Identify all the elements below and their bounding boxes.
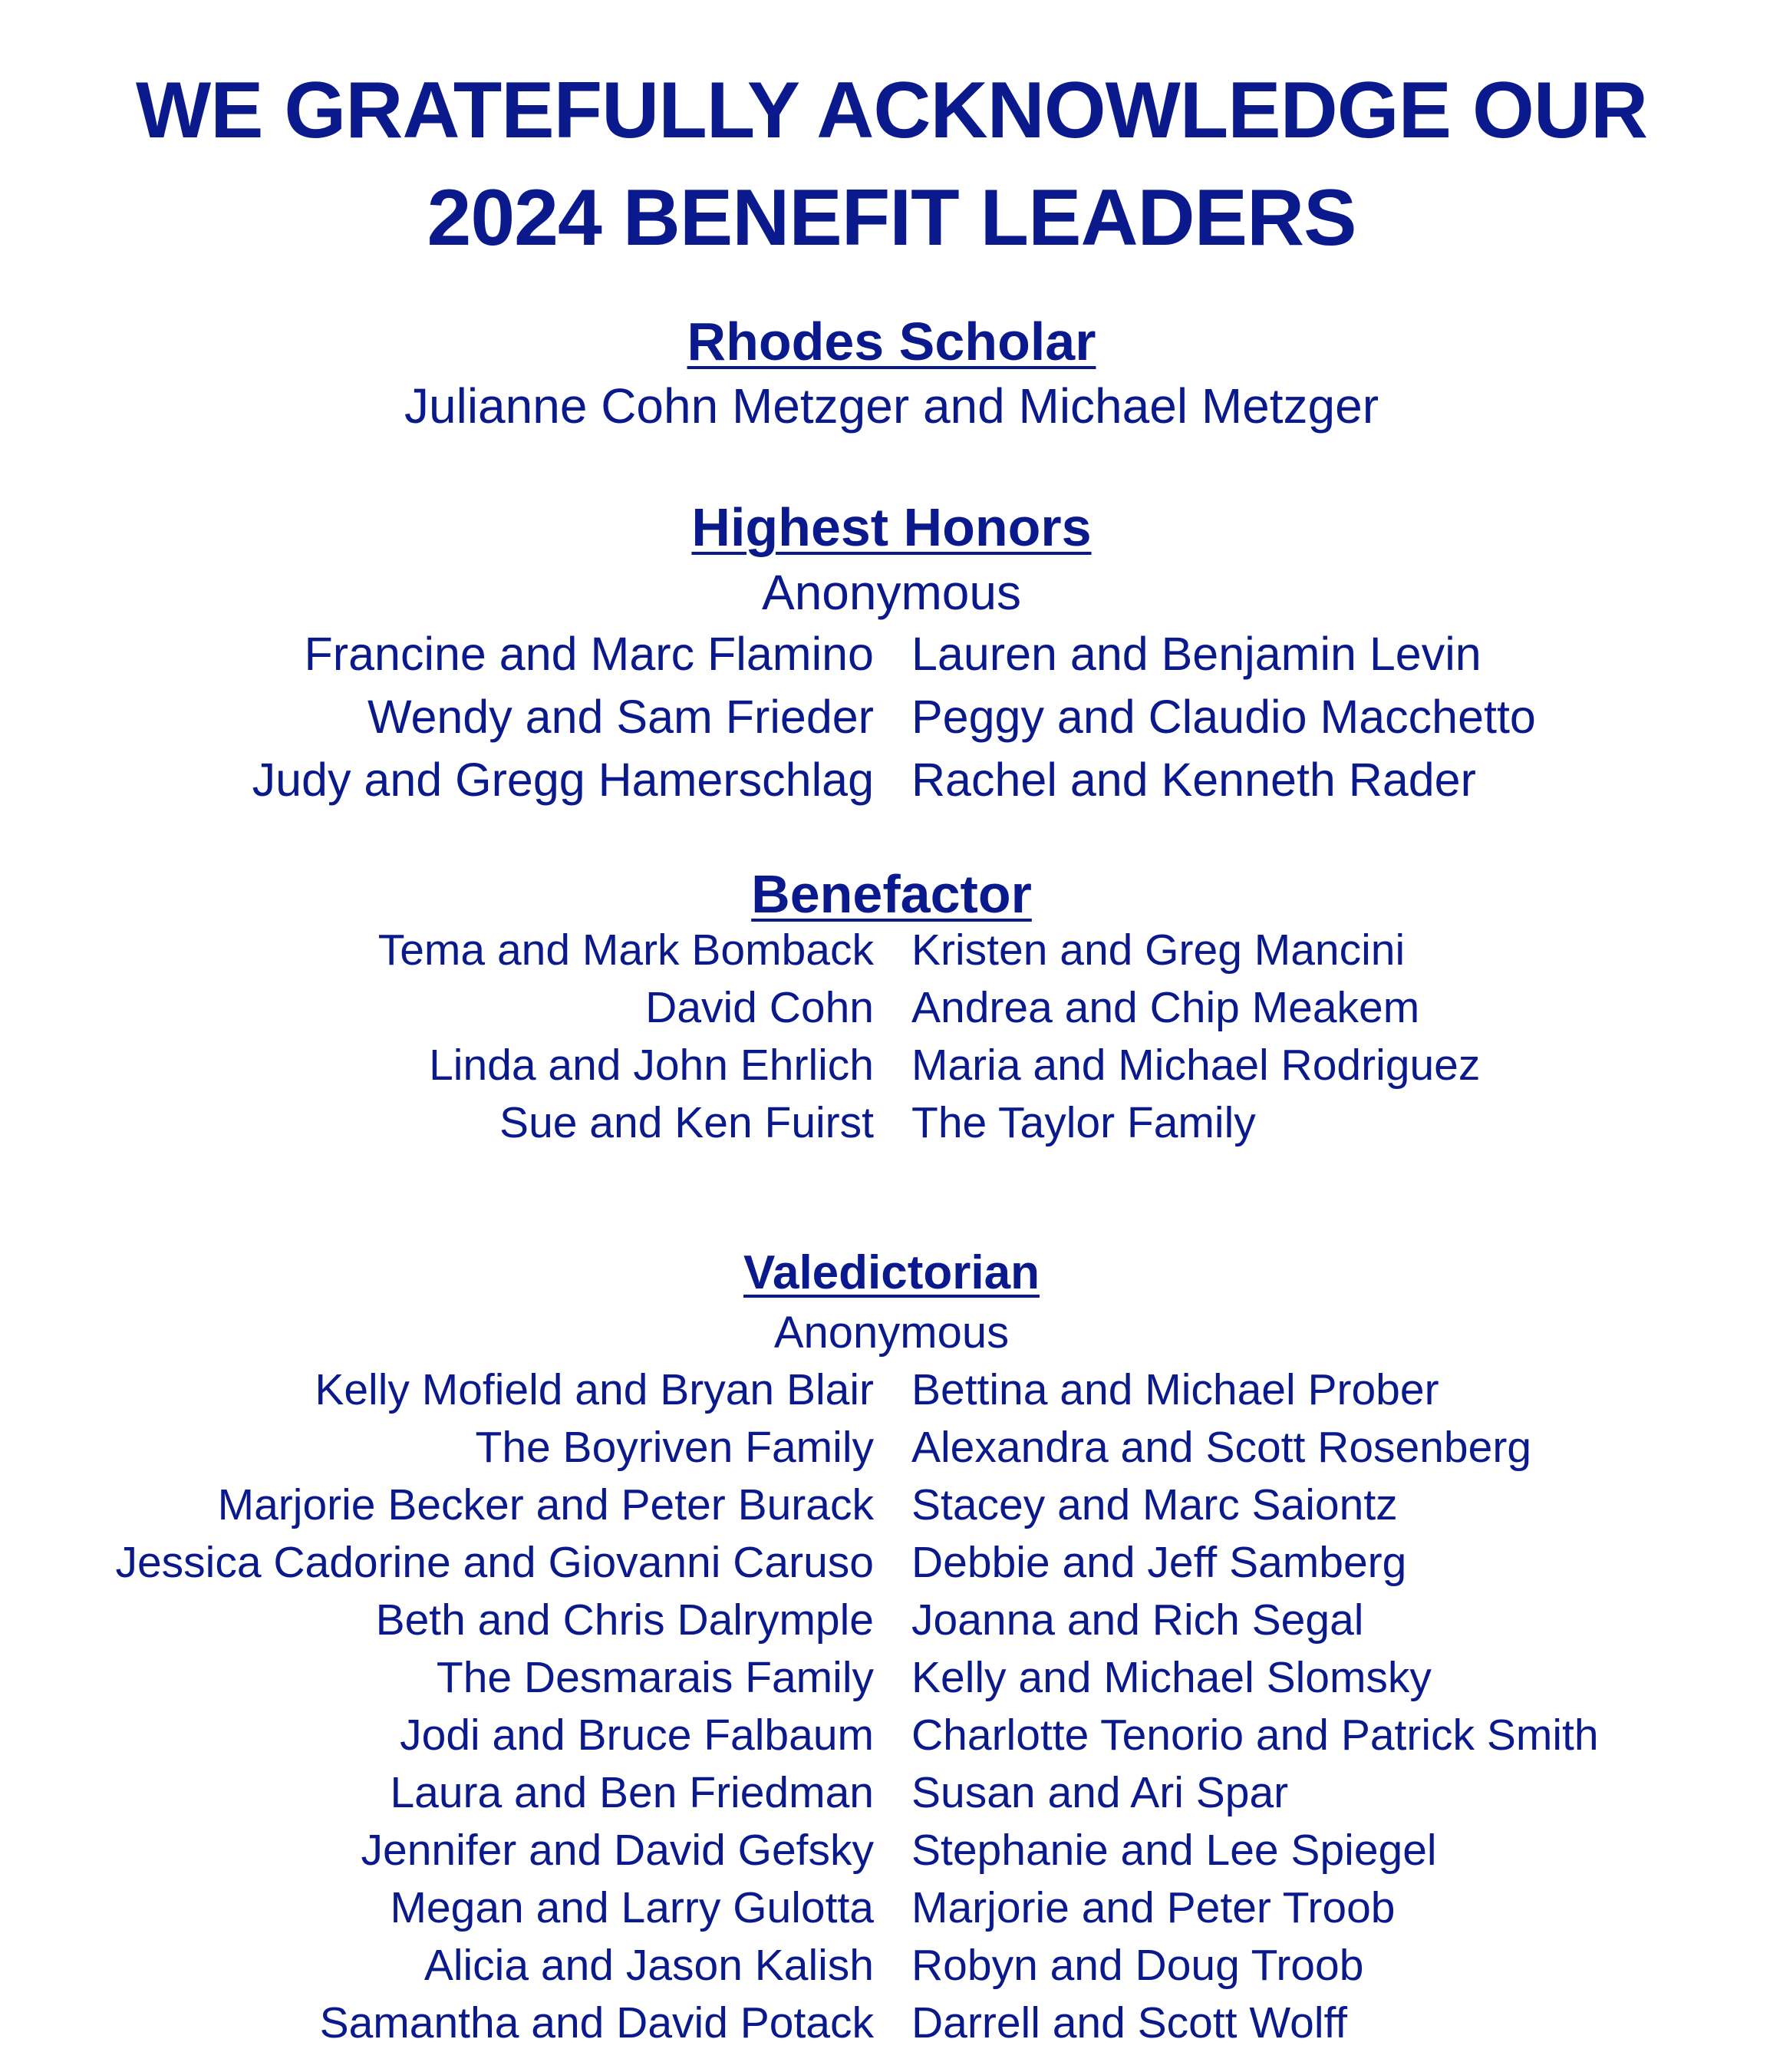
valedictorian-left-name: Beth and Chris Dalrymple — [375, 1595, 874, 1645]
valedictorian-anonymous: Anonymous — [773, 1308, 1010, 1358]
valedictorian-left-name: Jodi and Bruce Falbaum — [400, 1711, 874, 1760]
valedictorian-left-name: Kelly Mofield and Bryan Blair — [315, 1365, 874, 1414]
highest-right-name: Peggy and Claudio Macchetto — [911, 691, 1536, 743]
benefactor-left-name: David Cohn — [645, 983, 874, 1032]
benefactor-right-name: Andrea and Chip Meakem — [911, 983, 1420, 1032]
rhodes-name: Julianne Cohn Metzger and Michael Metzger — [404, 378, 1379, 434]
valedictorian-right-name: Robyn and Doug Troob — [911, 1941, 1364, 1990]
valedictorian-right-name: Debbie and Jeff Samberg — [911, 1538, 1407, 1587]
valedictorian-right-name: Charlotte Tenorio and Patrick Smith — [911, 1711, 1599, 1760]
valedictorian-left-name: Marjorie Becker and Peter Burack — [217, 1480, 874, 1529]
valedictorian-left-name: Jessica Cadorine and Giovanni Caruso — [115, 1538, 874, 1587]
valedictorian-left-name: Samantha and David Potack — [319, 1998, 874, 2047]
valedictorian-left-name: Megan and Larry Gulotta — [390, 1883, 874, 1932]
section-heading-highest-honors — [0, 497, 1783, 557]
highest-right-name: Lauren and Benjamin Levin — [911, 628, 1481, 680]
benefactor-left-name: Linda and John Ehrlich — [429, 1041, 874, 1090]
benefactor-right-name: Maria and Michael Rodriguez — [911, 1041, 1481, 1090]
valedictorian-right-name: Marjorie and Peter Troob — [911, 1883, 1396, 1932]
valedictorian-left-name: The Desmarais Family — [436, 1653, 874, 1702]
benefactor-left-name: Sue and Ken Fuirst — [499, 1098, 874, 1147]
highest-heading-text: Highest Honors — [691, 497, 1092, 557]
section-heading-valedictorian — [0, 1246, 1783, 1299]
valedictorian-right-name: Kelly and Michael Slomsky — [911, 1653, 1432, 1702]
page-title-line-1: WE GRATEFULLY ACKNOWLEDGE OUR — [135, 66, 1648, 155]
benefactor-left-name: Tema and Mark Bomback — [377, 925, 874, 975]
valedictorian-heading-text: Valedictorian — [743, 1246, 1040, 1299]
valedictorian-right-name: Alexandra and Scott Rosenberg — [911, 1423, 1532, 1472]
valedictorian-left-name: Alicia and Jason Kalish — [424, 1941, 874, 1990]
highest-left-name: Judy and Gregg Hamerschlag — [252, 754, 874, 806]
valedictorian-right-name: Susan and Ari Spar — [911, 1768, 1289, 1817]
highest-left-name: Wendy and Sam Frieder — [367, 691, 874, 743]
highest-left-name: Francine and Marc Flamino — [304, 628, 874, 680]
valedictorian-right-name: Stacey and Marc Saiontz — [911, 1480, 1398, 1529]
valedictorian-left-name: Laura and Ben Friedman — [390, 1768, 874, 1817]
highest-right-name: Rachel and Kenneth Rader — [911, 754, 1476, 806]
page-title-line-2: 2024 BENEFIT LEADERS — [427, 173, 1356, 262]
highest-anonymous: Anonymous — [762, 565, 1021, 620]
valedictorian-right-name: Bettina and Michael Prober — [911, 1365, 1439, 1414]
rhodes-heading-text: Rhodes Scholar — [687, 312, 1096, 371]
section-heading-benefactor — [0, 864, 1783, 924]
benefactor-right-name: Kristen and Greg Mancini — [911, 925, 1406, 975]
valedictorian-right-name: Joanna and Rich Segal — [911, 1595, 1364, 1645]
valedictorian-right-name: Stephanie and Lee Spiegel — [911, 1826, 1437, 1875]
valedictorian-left-name: The Boyriven Family — [475, 1423, 874, 1472]
section-heading-rhodes-scholar — [0, 312, 1783, 371]
valedictorian-left-name: Jennifer and David Gefsky — [361, 1826, 874, 1875]
benefactor-heading-text: Benefactor — [751, 864, 1032, 924]
valedictorian-right-name: Darrell and Scott Wolff — [911, 1998, 1348, 2047]
benefactor-right-name: The Taylor Family — [911, 1098, 1256, 1147]
